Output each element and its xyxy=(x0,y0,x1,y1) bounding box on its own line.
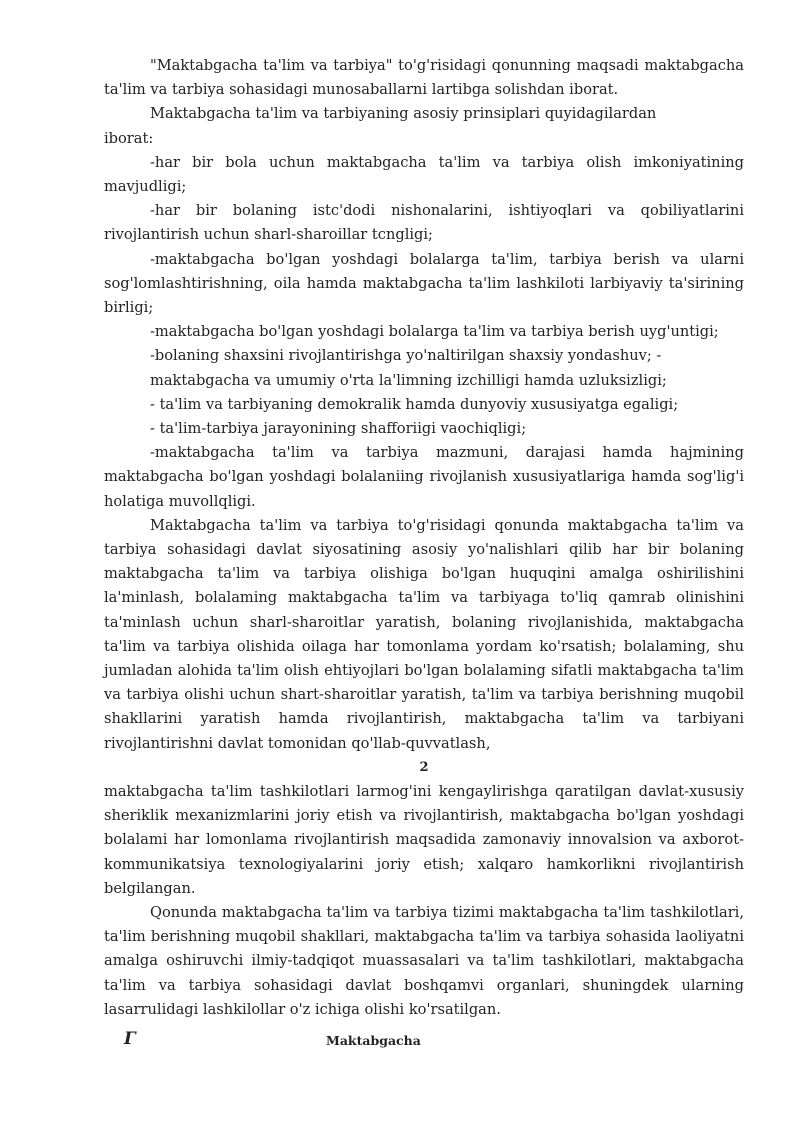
paragraph-state-policy: Maktabgacha ta'lim va tarbiya to'g'risidagi qonunda maktabgacha ta'lim va tarbiya sohasidagi davlat siyosatining asosiy yo'nalishlari qilib har bir bolaning maktabgacha ta'lim va tarbiya olishiga bo'lgan huquqini amalga oshirilishini la'minlash, bolalaming maktabgacha ta'lim va tarbiyaga to'liq qamrab olinishini ta'minlash uchun sharl-sharoitlar yaratish, bolaning rivojlanishida, maktabgacha ta'lim va tarbiya olishida oilaga har tomonlama yordam ko'rsatish; bolalaming, shu jumladan alohida ta'lim olish ehtiyojlari bo'lgan bolalaming sifatli maktabgacha ta'lim va tarbiya olishi uchun shart-sharoitlar yaratish, ta'lim va tarbiya berishning muqobil shakllarini yaratish hamda rivojlantirish, maktabgacha ta'lim va tarbiyani rivojlantirishni davlat tomonidan qo'llab-quvvatlash, xyxy=(104,516,744,752)
page-footer xyxy=(0,1027,800,1057)
list-item-principle-8: -maktabgacha ta'lim va tarbiya mazmuni, darajasi hamda hajmining maktabgacha bo'lgan yoshdagi bolalaniing rivojlanish xususiyatlariga hamda sog'lig'i holatiga muvollqligi. xyxy=(104,444,744,510)
list-item-principle-6: - ta'lim va tarbiyaning demokralik hamda dunyoviy xususiyatga egaligi; xyxy=(150,395,679,413)
footer-word: Maktabgacha xyxy=(326,1033,421,1048)
page-number: 2 xyxy=(419,759,429,775)
paragraph-state-policy-cont: maktabgacha ta'lim tashkilotlari larmog'ini kengaylirishga qaratilgan davlat-xususiy sheriklik mexanizmlarini joriy etish va rivojlantirish, maktabgacha bo'lgan yoshdagi bolalami har lomonlama rivojlantirish maqsadida zamonaviy innovalsion va axborot-kommunikatsiya texnologiyalarini joriy etish; xalqaro hamkorlikni rivojlantirish belgilangan. xyxy=(104,782,744,897)
paragraph-system-composition: Qonunda maktabgacha ta'lim va tarbiya tizimi maktabgacha ta'lim tashkilotlari, ta'lim berishning muqobil shakllari, maktabgacha ta'lim va tarbiya sohasida laoliyatni amalga oshiruvchi ilmiy-tadqiqot muassasalari va ta'lim tashkilotlari, maktabgacha ta'lim va tarbiya sohasidagi davlat boshqamvi organlari, shuningdek ularning lasarrulidagi lashkilollar o'z ichiga olishi ko'rsatilgan. xyxy=(104,903,744,1018)
paragraph-principles-intro-cont: iborat: xyxy=(104,129,154,147)
list-item-principle-4: -maktabgacha bo'lgan yoshdagi bolalarga ta'lim va tarbiya berish uyg'untigi; xyxy=(150,323,719,341)
document-page xyxy=(104,54,744,1022)
footer-mark: Г xyxy=(124,1029,136,1049)
paragraph-principles-intro: Maktabgacha ta'lim va tarbiyaning asosiy prinsiplari quyidagilardan xyxy=(150,105,657,123)
paragraph-law-purpose: "Maktabgacha ta'lim va tarbiya" to'g'risidagi qonunning maqsadi maktabgacha ta'lim va tarbiya sohasidagi munosaballarni lartibga solishdan iborat. xyxy=(104,57,744,99)
list-item-principle-5: -bolaning shaxsini rivojlantirishga yo'naltirilgan shaxsiy yondashuv; -maktabgacha va umumiy o'rta la'limning izchilligi hamda uzluksizligi; xyxy=(150,347,667,389)
list-item-principle-3: -maktabgacha bo'lgan yoshdagi bolalarga ta'lim, tarbiya berish va ularni sog'lomlashtirishning, oila hamda maktabgacha ta'lim lashkiloti larbiyaviy ta'sirining birligi; xyxy=(104,250,744,317)
list-item-principle-1: -har bir bola uchun maktabgacha ta'lim va tarbiya olish imkoniyatining mavjudligi; xyxy=(104,153,744,196)
list-item-principle-7: - ta'lim-tarbiya jarayonining shafforiigi vaochiqligi; xyxy=(150,420,527,438)
list-item-principle-2: -har bir bolaning istc'dodi nishonalarini, ishtiyoqlari va qobiliyatlarini rivojlantirish uchun sharl-sharoillar tcngligi; xyxy=(104,202,744,244)
